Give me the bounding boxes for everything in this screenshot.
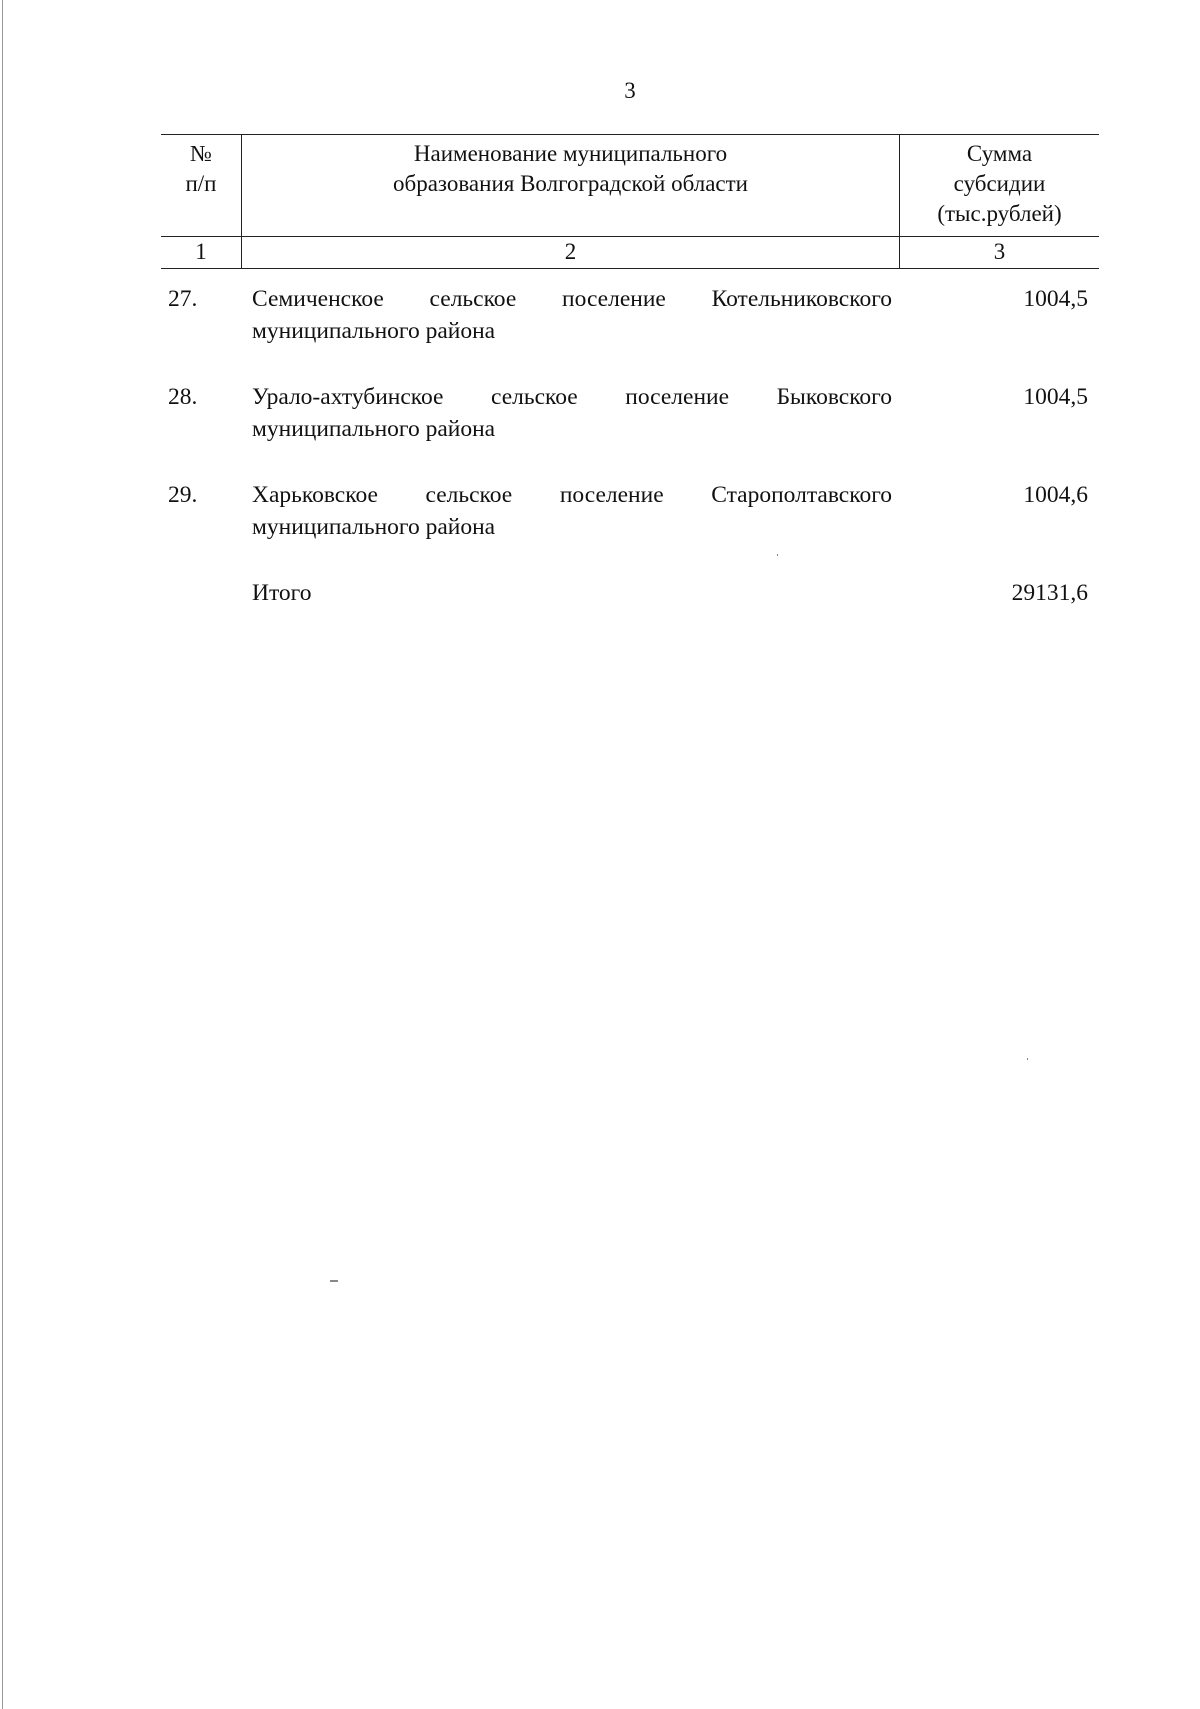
header-col-number-line: № (190, 141, 212, 166)
scan-speck (330, 1280, 338, 1282)
total-amount: 29131,6 (1011, 580, 1088, 606)
scan-speck (777, 554, 778, 556)
row-name-line: Семиченское сельское поселение Котельниковского (252, 286, 892, 312)
header-row (161, 134, 1099, 237)
table-row (168, 283, 1088, 381)
row-name (252, 381, 892, 445)
page-edge-line (2, 0, 3, 1709)
column-numbers-row (161, 237, 1099, 269)
header-col-name (241, 135, 900, 236)
column-number: 2 (241, 237, 900, 268)
row-name (252, 479, 892, 543)
row-name (252, 283, 892, 347)
row-name-line: муниципального района (252, 514, 496, 540)
header-col-name-line: Наименование муниципального (413, 141, 728, 166)
header-col-amount-line: субсидии (953, 171, 1046, 196)
scan-speck (1027, 1058, 1028, 1060)
table-header (161, 134, 1099, 269)
row-number: 29. (168, 482, 198, 508)
header-col-amount (900, 135, 1099, 236)
header-col-number (161, 135, 241, 236)
row-amount: 1004,6 (1023, 482, 1088, 508)
header-col-name-line: образования Волгоградской области (393, 171, 748, 196)
row-number: 27. (168, 286, 198, 312)
row-name-line: Урало-ахтубинское сельское поселение Быковского (252, 384, 892, 410)
total-label: Итого (252, 580, 312, 606)
row-amount: 1004,5 (1023, 384, 1088, 410)
row-name-line: муниципального района (252, 416, 496, 442)
row-name-line: Харьковское сельское поселение Старополтавского (252, 482, 892, 508)
header-col-amount-line: (тыс.рублей) (937, 201, 1062, 226)
table-body (168, 283, 1088, 617)
header-col-number-line: п/п (185, 171, 217, 196)
row-amount: 1004,5 (1023, 286, 1088, 312)
table-row (168, 479, 1088, 577)
header-col-amount-line: Сумма (966, 141, 1033, 166)
column-number: 1 (195, 239, 207, 264)
row-name-line: муниципального района (252, 318, 496, 344)
row-number: 28. (168, 384, 198, 410)
page-number: 3 (624, 78, 636, 103)
total-row (168, 577, 1088, 617)
column-number: 3 (993, 239, 1006, 264)
table-row (168, 381, 1088, 479)
